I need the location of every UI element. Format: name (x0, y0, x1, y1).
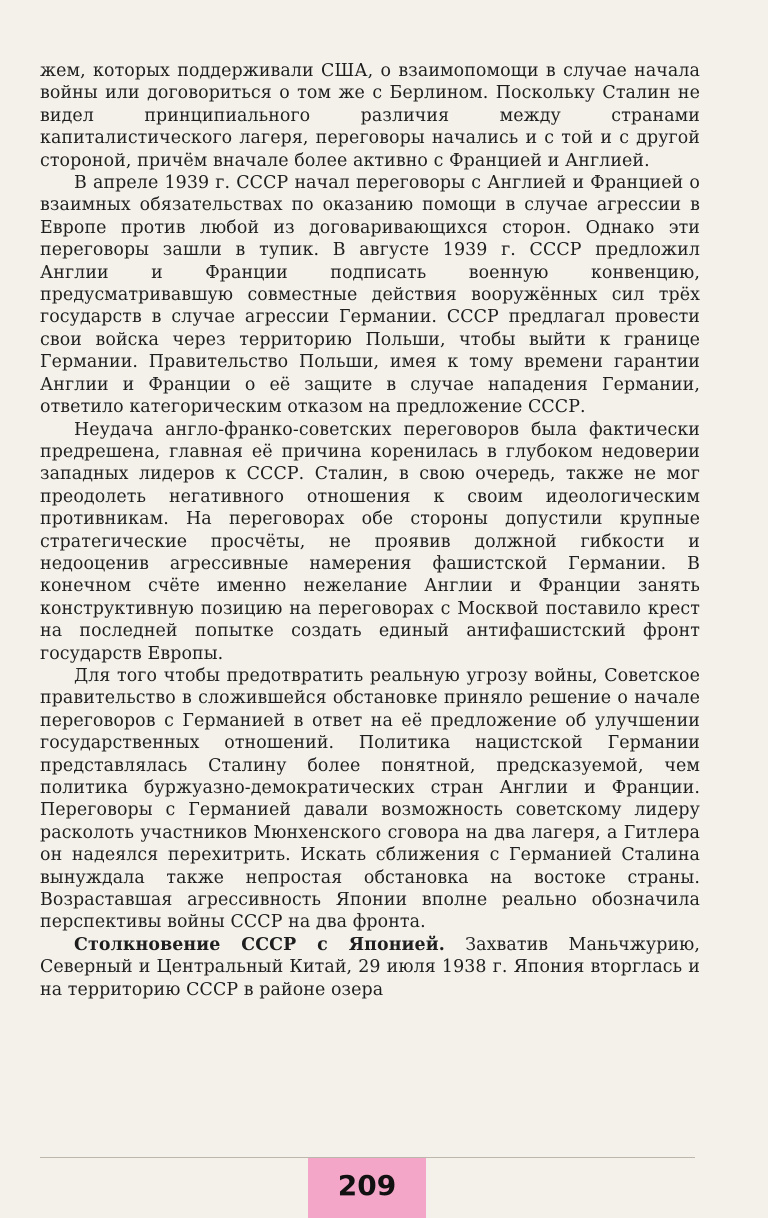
paragraph-2 (40, 172, 700, 418)
paragraph-1 (40, 60, 700, 172)
paragraph-4 (40, 665, 700, 934)
page-number-badge (308, 1158, 426, 1218)
paragraph-4-text: Для того чтобы предотвратить реальную угрозу войны, Советское правительство в сложившейся обстановке приняло решение о начале переговоров с Германией в ответ на её предложение об улучшении государственных отношений. Политика нацистской Германии представлялась Сталину более понятной, предсказуемой, чем политика буржуазно-демократических стран Англии и Франции. Переговоры с Германией давали возможность советскому лидеру расколоть участников Мюнхенского сговора на два лагеря, а Гитлера он надеялся перехитрить. Искать сближения с Германией Сталина вынуждала также непростая обстановка на востоке страны. Возраставшая агрессивность Японии вполне реально обозначила перспективы войны СССР на два фронта. (40, 665, 700, 933)
paragraph-3 (40, 419, 700, 665)
paragraph-5-text: Захватив Маньчжурию, Северный и Центральный Китай, 29 июля 1938 г. Япония вторглась и на территорию СССР в районе озера (40, 934, 700, 1000)
section-heading-inline: Столкновение СССР с Японией. (74, 934, 445, 955)
text-body (40, 60, 700, 1001)
page-number: 209 (337, 1168, 397, 1202)
paragraph-5 (40, 934, 700, 1001)
paragraph-3-text: Неудача англо-франко-советских переговоров была фактически предрешена, главная её причина коренилась в глубоком недоверии западных лидеров к СССР. Сталин, в свою очередь, также не мог преодолеть негативного отношения к своим идеологическим противникам. На переговорах обе стороны допустили крупные стратегические просчёты, не проявив должной гибкости и недооценив агрессивные намерения фашистской Германии. В конечном счёте именно нежелание Англии и Франции занять конструктивную позицию на переговорах с Москвой поставило крест на последней попытке создать единый антифашистский фронт государств Европы. (40, 419, 700, 664)
paragraph-2-text: В апреле 1939 г. СССР начал переговоры с Англией и Францией о взаимных обязательствах по оказанию помощи в случае агрессии в Европе против любой из договаривающихся сторон. Однако эти переговоры зашли в тупик. В августе 1939 г. СССР предложил Англии и Франции подписать военную конвенцию, предусматривавшую совместные действия вооружённых сил трёх государств в случае агрессии Германии. СССР предлагал провести свои войска через территорию Польши, чтобы выйти к границе Германии. Правительство Польши, имея к тому времени гарантии Англии и Франции о её защите в случае нападения Германии, ответило категорическим отказом на предложение СССР. (40, 173, 700, 418)
paragraph-1-text: жем, которых поддерживали США, о взаимопомощи в случае начала войны или договориться о том же с Берлином. Поскольку Сталин не видел принципиального различия между странами капиталистического лагеря, переговоры начались и с той и с другой стороной, причём вначале более активно с Францией и Англией. (40, 61, 700, 171)
